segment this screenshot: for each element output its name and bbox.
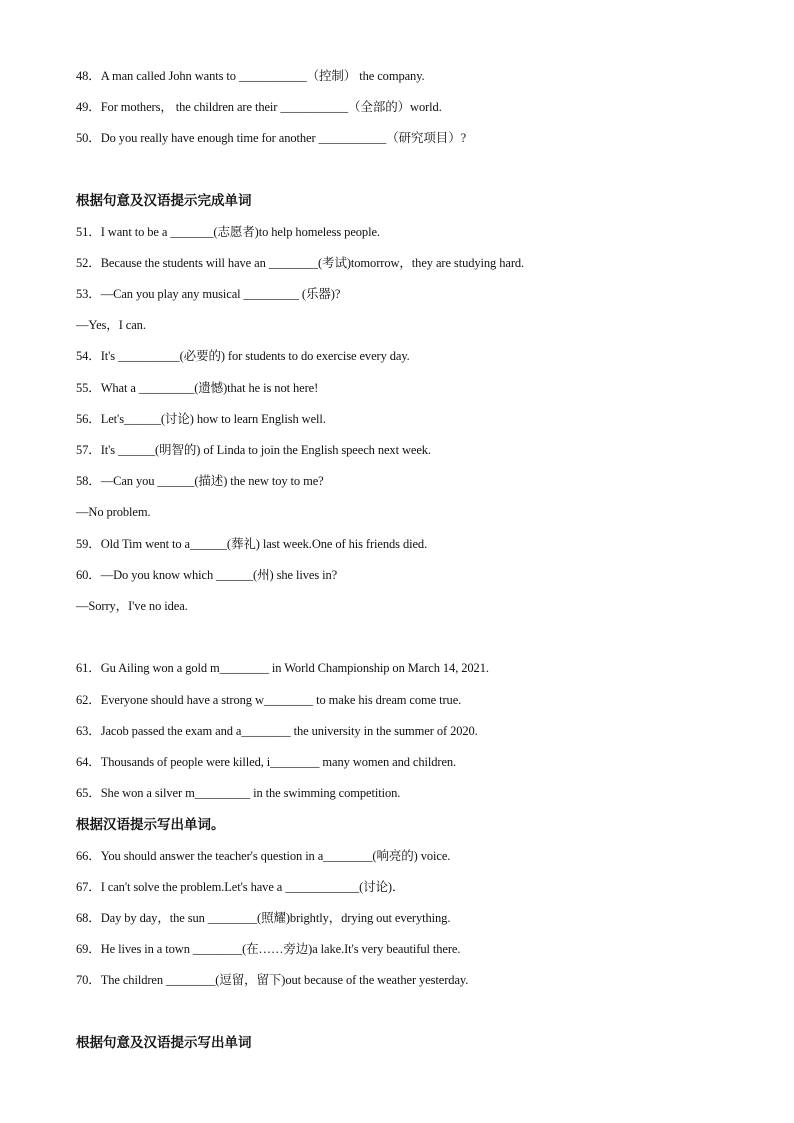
section-heading-4: 根据句意及汉语提示写出单词	[76, 1035, 252, 1051]
question-62: 62．Everyone should have a strong w________ to make his dream come true.	[76, 693, 462, 707]
section-heading-3: 根据汉语提示写出单词。	[76, 817, 225, 833]
question-61: 61．Gu Ailing won a gold m________ in World Championship on March 14, 2021.	[76, 661, 489, 675]
question-50: 50．Do you really have enough time for another ___________（研究项目）?	[76, 131, 467, 145]
question-65: 65．She won a silver m_________ in the swimming competition.	[76, 786, 401, 800]
question-52: 52．Because the students will have an ________(考试)tomorrow，they are studying hard.	[76, 256, 525, 270]
answer-60: —Sorry，I've no idea.	[76, 599, 188, 613]
question-57: 57．It's ______(明智的) of Linda to join the English speech next week.	[76, 443, 431, 457]
section-heading-1: 根据句意及汉语提示完成单词	[76, 193, 252, 209]
question-58: 58．—Can you ______(描述) the new toy to me?	[76, 474, 324, 488]
question-51: 51．I want to be a _______(志愿者)to help homeless people.	[76, 225, 380, 239]
question-54: 54．It's __________(必要的) for students to do exercise every day.	[76, 349, 410, 363]
question-63: 63．Jacob passed the exam and a________ the university in the summer of 2020.	[76, 724, 478, 738]
question-68: 68．Day by day，the sun ________(照耀)brightly，drying out everything.	[76, 911, 451, 925]
question-67: 67．I can't solve the problem.Let's have a ____________(讨论)．	[76, 880, 405, 894]
answer-58: —No problem.	[76, 505, 151, 519]
question-60: 60．—Do you know which ______(州) she lives in?	[76, 568, 338, 582]
question-66: 66．You should answer the teacher's question in a________(响亮的) voice.	[76, 849, 451, 863]
answer-53: —Yes，I can.	[76, 318, 146, 332]
question-70: 70．The children ________(逗留，留下)out because of the weather yesterday.	[76, 973, 469, 987]
question-64: 64．Thousands of people were killed, i________ many women and children.	[76, 755, 457, 769]
question-59: 59．Old Tim went to a______(葬礼) last week.One of his friends died.	[76, 537, 428, 551]
question-55: 55．What a _________(遗憾)that he is not here!	[76, 381, 319, 395]
question-69: 69．He lives in a town ________(在……旁边)a lake.It's very beautiful there.	[76, 942, 461, 956]
question-48: 48．A man called John wants to ___________（控制） the company.	[76, 69, 425, 83]
question-53: 53．—Can you play any musical _________ (乐器)?	[76, 287, 341, 301]
question-56: 56．Let's______(讨论) how to learn English well.	[76, 412, 326, 426]
question-49: 49．For mothers， the children are their ___________（全部的）world.	[76, 100, 442, 114]
